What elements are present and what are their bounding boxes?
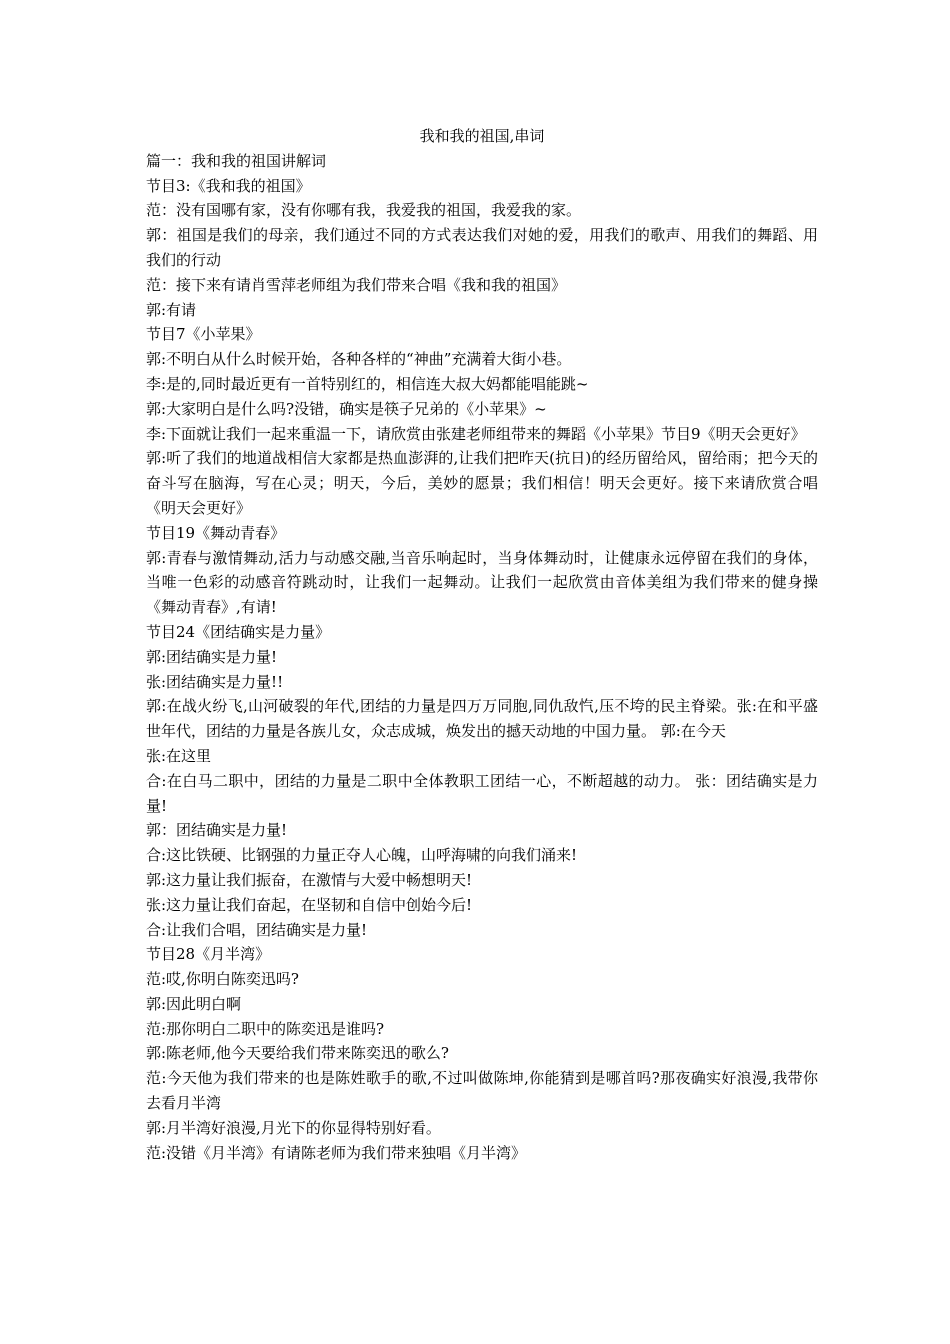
paragraph: 李:下面就让我们一起来重温一下，请欣赏由张建老师组带来的舞蹈《小苹果》节目9《明天会更好》 bbox=[146, 424, 806, 443]
document-page bbox=[146, 124, 818, 1165]
paragraph: 郭:听了我们的地道战相信大家都是热血澎湃的,让我们把昨天(抗日)的经历留给风，留给雨；把今天的奋斗写在脑海，写在心灵；明天，今后，美妙的愿景；我们相信！明天会更好。接下来请欣赏合唱《明天会更好》 bbox=[146, 449, 818, 517]
paragraph: 郭:青春与激情舞动,活力与动感交融,当音乐响起时，当身体舞动时，让健康永远停留在我们的身体，当唯一色彩的动感音符跳动时，让我们一起舞动。让我们一起欣赏由音体美组为我们带来的健身操《舞动青春》,有请! bbox=[146, 548, 818, 617]
paragraph: 张:团结确实是力量!! bbox=[146, 672, 284, 691]
paragraph: 郭:因此明白啊 bbox=[146, 994, 242, 1013]
document-body bbox=[146, 149, 818, 1166]
paragraph: 篇一：我和我的祖国讲解词 bbox=[146, 151, 327, 170]
paragraph: 范：没有国哪有家，没有你哪有我，我爱我的祖国，我爱我的家。 bbox=[146, 201, 582, 220]
paragraph: 范:那你明白二职中的陈奕迅是谁吗? bbox=[146, 1019, 385, 1038]
paragraph: 郭：团结确实是力量! bbox=[146, 821, 288, 840]
paragraph: 张:这力量让我们奋起，在坚韧和自信中创始今后! bbox=[146, 895, 473, 914]
paragraph: 合:在白马二职中，团结的力量是二职中全体教职工团结一心，不断超越的动力。 张：团结确实是力量! bbox=[146, 771, 818, 815]
paragraph: 郭:月半湾好浪漫,月光下的你显得特别好看。 bbox=[146, 1118, 441, 1137]
paragraph: 节目28《月半湾》 bbox=[146, 945, 271, 964]
paragraph: 节目24《团结确实是力量》 bbox=[146, 622, 331, 641]
paragraph: 节目19《舞动青春》 bbox=[146, 523, 286, 542]
paragraph: 郭:不明白从什么时候开始，各种各样的“神曲”充满着大街小巷。 bbox=[146, 350, 572, 369]
document-title: 我和我的祖国,串词 bbox=[419, 127, 545, 145]
paragraph: 范：接下来有请肖雪萍老师组为我们带来合唱《我和我的祖国》 bbox=[146, 275, 567, 294]
paragraph: 张:在这里 bbox=[146, 746, 212, 765]
paragraph: 合:让我们合唱，团结确实是力量! bbox=[146, 920, 368, 939]
paragraph: 郭:陈老师,他今天要给我们带来陈奕迅的歌么? bbox=[146, 1044, 449, 1063]
paragraph: 合:这比铁硬、比钢强的力量正夺人心魄，山呼海啸的向我们涌来! bbox=[146, 846, 578, 865]
paragraph: 郭:团结确实是力量! bbox=[146, 647, 278, 666]
paragraph: 范:没错《月半湾》有请陈老师为我们带来独唱《月半湾》 bbox=[146, 1143, 527, 1162]
paragraph: 节目3:《我和我的祖国》 bbox=[146, 176, 311, 195]
paragraph: 郭:在战火纷飞,山河破裂的年代,团结的力量是四万万同胞,同仇敌忾,压不垮的民主脊梁。张:在和平盛世年代，团结的力量是各族儿女，众志成城，焕发出的撼天动地的中国力量。 郭:在今天 bbox=[146, 697, 818, 741]
paragraph: 郭：祖国是我们的母亲，我们通过不同的方式表达我们对她的爱，用我们的歌声、用我们的舞蹈、用我们的行动 bbox=[146, 226, 818, 269]
paragraph: 范:今天他为我们带来的也是陈姓歌手的歌,不过叫做陈坤,你能猜到是哪首吗?那夜确实好浪漫,我带你去看月半湾 bbox=[146, 1069, 818, 1113]
paragraph: 郭:大家明白是什么吗?没错，确实是筷子兄弟的《小苹果》~ bbox=[146, 399, 547, 418]
paragraph: 范:哎,你明白陈奕迅吗? bbox=[146, 970, 299, 989]
paragraph: 郭:有请 bbox=[146, 300, 197, 319]
paragraph: 郭:这力量让我们振奋，在激情与大爱中畅想明天! bbox=[146, 870, 473, 889]
paragraph: 节目7《小苹果》 bbox=[146, 325, 261, 344]
paragraph: 李:是的,同时最近更有一首特别红的，相信连大叔大妈都能唱能跳~ bbox=[146, 374, 589, 393]
